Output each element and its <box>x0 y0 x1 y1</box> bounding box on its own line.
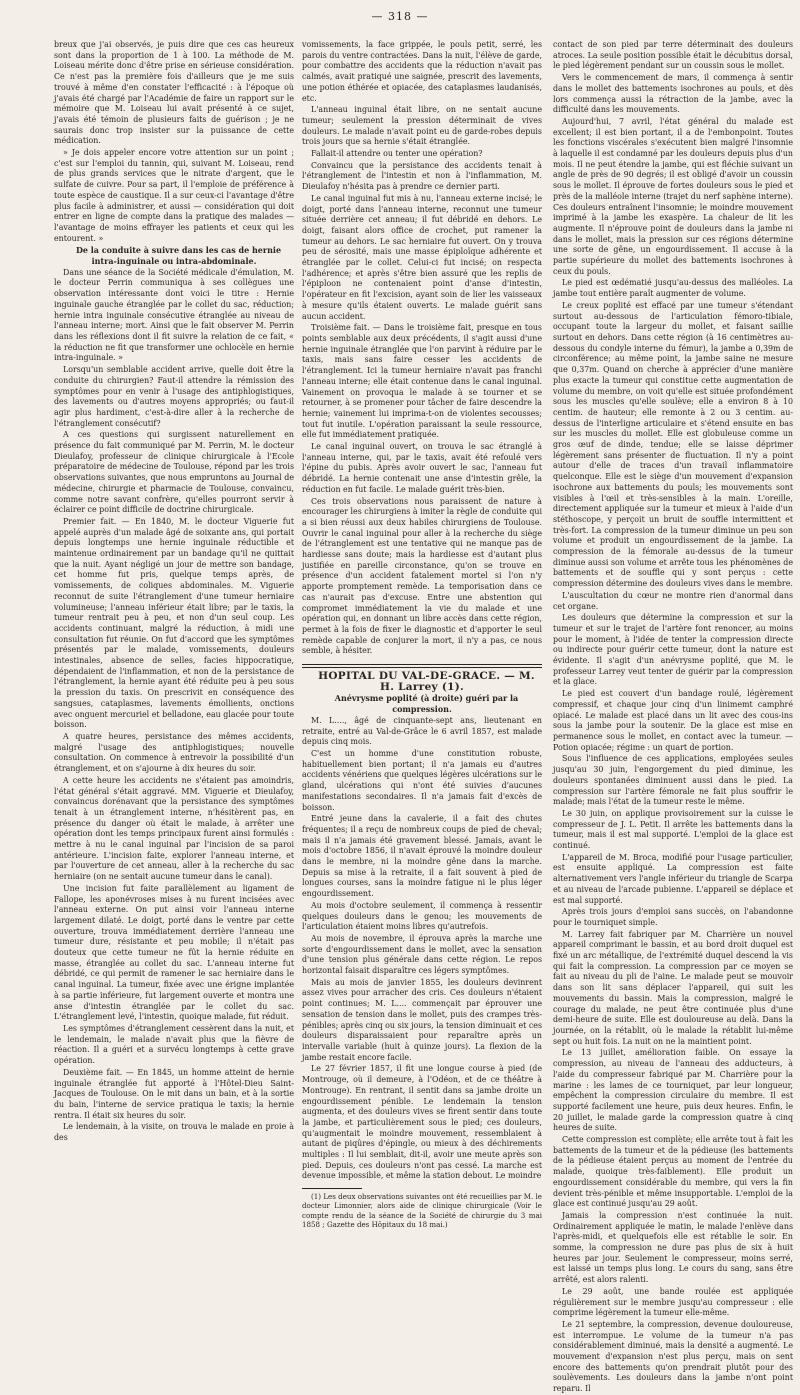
paragraph: Entré jeune dans la cavalerie, il a fait des chutes fréquentes; il a reçu de nombreux coups de pied de cheval; mais il n'a jamais été gravement blessé. Jamais, avant le mois d'octobre 1856, il n'avait éprouvé la moindre douleur dans le membre, ni la moindre gêne dans la marche. Depuis sa mise à la retraite, il a fait souvent à pied de longues courses, sans la moindre fatigue ni le plus léger engourdissement. <box>302 814 542 899</box>
paragraph: Mais au mois de janvier 1855, les douleurs devinrent assez vives pour arracher des cris. Ces douleurs n'étaient point continues; M. L.... commençait par éprouver une sensation de tension dans le mollet, puis des crampes très-pénibles; après cinq ou six jours, la tension diminuait et ces douleurs disparaissaient pour reparaître après un intervalle variable (huit à quinze jours). La flexion de la jambe restait encore facile. <box>302 977 542 1062</box>
paragraph: vomissements, la face grippée, le pouls petit, serré, les parois du ventre contractées. Dans la nuit, l'élève de garde, pour combattre des accidents que la réduction n'avait pas calmés, avait pratiqué une saignée, prescrit des lavements, une potion éthérée et opiacée, des cataplasmes laudanisés, etc. <box>302 40 542 103</box>
paragraph: Le 27 février 1857, il fit une longue course à pied (de Montrouge, où il demeure, à l'Odéon, et de ce théâtre à Montrouge). En rentrant, il sentit dans sa jambe droite un engourdissement pénible. Le lendemain la tension augmenta, et des douleurs vives se firent sentir dans toute la jambe, et particulièrement sous le pied; ces douleurs, qu'augmentait le moindre mouvement, ressemblaient à autant de piqûres d'épingle, ou mieux à des déchirements multiples : Il lui semblait, dit-il, avoir une meute après son pied. Depuis, ces douleurs n'ont pas cessé. La marche est devenue impossible, et même la station debout. Le moindre <box>302 1064 542 1181</box>
article-subtitle: Anévrysme poplité (à droite) guéri par la compression. <box>334 693 519 715</box>
paragraph: A cette heure les accidents ne s'étaient pas amoindris, l'état général s'était aggravé. MM. Viguerie et Dieulafoy, convaincus dorénavant que la persistance des symptômes tenait à un étranglement interne, n'hésitèrent pas, en présence du danger où était le malade, à arrêter une opération dont les temps principaux furent ainsi formulés : mettre à nu le canal inguinal par l'incision de sa paroi antérieure. L'incision faite, explorer l'anneau interne, et par l'ouverture de cet anneau, aller à la recherche du sac herniaire (on ne sentait aucune tumeur dans le canal). <box>54 775 294 882</box>
article-heading: HOPITAL DU VAL-DE-GRACE. — M. H. Larrey (1). <box>318 670 535 693</box>
paragraph: Deuxième fait. — En 1845, un homme atteint de hernie inguinale étranglée fut apporté à l'Hôtel-Dieu Saint-Jacques de Toulouse. On le mit dans un bain, et à la sortie du bain, l'interne de service pratiqua le taxis; la hernie rentra. Il était six heures du soir. <box>54 1067 294 1120</box>
paragraph: Le creux poplité est effacé par une tumeur s'étendant surtout au-dessous de l'articulation fémoro-tibiale, occupant toute la largeur du mollet, et faisant saillie surtout en dehors. Dans cette région (à 16 centimètres au-dessous du condyle interne du fémur), la jambe a 0,39m de circonférence; au même point, la jambe saine ne mesure que 0,37m. Quand on cherche à apprécier d'une manière plus exacte la tumeur qui constitue cette augmentation de volume du membre, on voit qu'elle est située profondément sous les muscles qu'elle soulève; elle a environ 8 à 10 centim. de hauteur; elle remonte à 2 ou 3 centim. au-dessus de l'interligne articulaire et s'étend ensuite en bas sur les muscles du mollet. Elle est globuleuse comme un gros œuf de dinde, tendue; elle se laisse déprimer légèrement sans présenter de fluctuation. Il n'y a point autour d'elle de traces d'un travail inflammatoire quelconque. Elle est le siège d'un mouvement d'expansion isochrone aux battements du pouls; les mouvements sont visibles à l'œil et très-sensibles à la main. L'oreille, directement appliquée sur la tumeur et mieux à l'aide d'un stéthoscope, y perçoit un bruit de souffle intermittent et très-fort. La compression de la tumeur diminue un peu son volume et produit un engourdissement de la jambe. La compression de la fémorale au-dessus de la tumeur diminue aussi son volume et arrête tous les phénomènes de battements et de souffle qui y sont perçus : cette compression détermine des douleurs vives dans le membre. <box>553 300 793 589</box>
paragraph: A quatre heures, persistance des mêmes accidents, malgré l'usage des antiphlogistiques; nouvelle consultation. On commence à entrevoir la possibilité d'un étranglement, et on s'ajourne à dix heures du soir. <box>54 732 294 774</box>
footnote-divider <box>302 1188 362 1189</box>
paragraph: Après trois jours d'emploi sans succès, on l'abandonne pour le tourniquet simple. <box>553 907 793 927</box>
paragraph: Troisième fait. — Dans le troisième fait, presque en tous points semblable aux deux précédents, il s'agit aussi d'une hernie inguinale étranglée que l'on parvint à réduire par le taxis, mais sans faire cesser les accidents de l'étranglement. Ici la tumeur herniaire n'avait pas franchi l'anneau interne; elle était contenue dans le canal inguinal. Vainement on provoqua le malade à se tourner et se retourner, à se promener pour tâcher de faire descendre la hernie; vainement lui imprima-t-on de violentes secousses; tout fut inutile. L'opération paraissant la seule ressource, elle fut immédiatement pratiquée. <box>302 323 542 440</box>
paragraph: » Je dois appeler encore votre attention sur un point ; c'est sur l'emploi du tannin, qui, suivant M. Loiseau, rend de plus grands services que le nitrate d'argent, que le sulfate de cuivre. Pour sa part, il l'emploie de préférence à toute espèce de caustique. Il a sur ceux-ci l'avantage d'être plus facile à administrer, et aussi — considération qui doit entrer en ligne de compte dans la pratique des malades — l'avantage de moins effrayer les patients et ceux qui les entourent. » <box>54 148 294 243</box>
paragraph: Cette compression est complète; elle arrête tout à fait les battements de la tumeur et de la pédieuse (les battements de la pédieuse étaient perçus au moment de l'entrée du malade, quoique très-faiblement). Elle produit un engourdissement considérable du membre, qui vers la fin devient très-pénible et même insupportable. L'emploi de la glace est continué jusqu'au 29 août. <box>553 1135 793 1209</box>
column-left <box>54 40 294 1180</box>
section-divider <box>302 664 542 668</box>
paragraph: Aujourd'hui, 7 avril, l'état général du malade est excellent; il est bien portant, il a de l'embonpoint. Toutes les fonctions viscérales s'exécutent bien malgré l'insomnie à laquelle il est condamné par les douleurs depuis plus d'un mois. Il ne peut étendre la jambe, qui est fléchie suivant un angle de près de 90 degrés; il est obligé d'avoir un coussin sous le mollet. Il éprouve de fortes douleurs sous le pied et près de la malléole interne (trajet du nerf saphène interne). Ces douleurs entraînent l'insomnie; le moindre mouvement imprimé à la jambe les exaspère. La chaleur de lit les augmente. Il n'éprouve point de douleurs dans la jambe ni dans le mollet, mais la pression sur ces régions détermine une sorte de gêne, un engourdissement. Il accuse à la partie supérieure du mollet des battements isochrones à ceux du pouls. <box>553 116 793 276</box>
paragraph: Le canal inguinal ouvert, on trouva le sac étranglé à l'anneau interne, qui, par le taxis, avait été refoulé vers l'épine du pubis. Après avoir ouvert le sac, l'anneau fut débridé. La hernie contenait une anse d'intestin grêle, la réduction en fut facile. Le malade guérit très-bien. <box>302 442 542 494</box>
paragraph: A ces questions qui surgissent naturellement en présence du fait communiqué par M. Perrin, M. le docteur Dieulafoy, professeur de clinique chirurgicale à l'Ecole préparatoire de médecine de Toulouse, répond par les trois observations suivantes, que nous empruntons au Journal de médecine, chirurgie et pharmacie de Toulouse, convaincu, comme notre savant confrère, qu'elles pourront servir à éclairer ce point difficile de doctrine chirurgicale. <box>54 430 294 515</box>
paragraph: Ces trois observations nous paraissent de nature à encourager les chirurgiens à imiter la règle de conduite qui a si bien réussi aux deux habiles chirurgiens de Toulouse. Ouvrir le canal inguinal pour aller à la recherche du siège de l'étranglement est une tentative qui ne manque pas de hardiesse sans doute; mais la hardiesse est d'autant plus justifiée en pareille circonstance, qu'on se trouve en présence d'un accident fatalement mortel si l'on n'y apporte promptement remède. La temporisation dans ce cas n'aurait pas d'excuse. Entre une abstention qui compromet immédiatement la vie du malade et une opération qui, en donnant un libre accès dans cette région, permet à la fois de fixer le diagnostic et d'apporter le seul remède capable de conjurer la mort, il n'y a pas, ce nous semble, à hésiter. <box>302 496 542 656</box>
paragraph: Le 21 septembre, la compression, devenue douloureuse, est interrompue. Le volume de la tumeur n'a pas considérablement diminué, mais la densité a augmenté. Le mouvement d'expansion n'est plus perçu, mais on sent encore des battements qu'on prendrait plutôt pour des soulèvements. Les douleurs dans la jambe n'ont point reparu. Il <box>553 1319 793 1394</box>
footnote: (1) Les deux observations suivantes ont été recueillies par M. le docteur Limonnier, alors aide de clinique chirurgicale (Voir le compte rendu de la séance de la Société de chirurgie du 3 mai 1858 ; Gazette des Hôpitaux du 18 mai.) <box>302 1192 542 1229</box>
paragraph: Le 13 juillet, amélioration faible. On essaye la compression, au niveau de l'anneau des adducteurs, à l'aide du compresseur fabriqué par M. Charrière pour la marine : les lames de ce tourniquet, par leur longueur, empêchent la compression circulaire du membre. Il est supporté facilement une heure, puis deux heures. Enfin, le 20 juillet, le malade garde la compression quatre à cinq heures de suite. <box>553 1048 793 1133</box>
paragraph: L'appareil de M. Broca, modifié pour l'usage particulier, est ensuite appliqué. La compression est faite alternativement vers l'angle inférieur du triangle de Scarpa et au niveau de l'arcade pubienne. L'appareil se déplace et est mal supporté. <box>553 852 793 905</box>
paragraph: Lorsqu'un semblable accident arrive, quelle doit être la conduite du chirurgien? Faut-il attendre la rémission des symptômes pour en venir à l'usage des antiphlogistiques, des lavements ou d'autres moyens appropriés; ou faut-il agir plus hardiment, c'est-à-dire aller à la recherche de l'étranglement consécutif? <box>54 365 294 428</box>
paragraph: contact de son pied par terre déterminait des douleurs atroces. La seule position possible était le décubitus dorsal, le pied légèrement pendant sur un coussin sous le mollet. <box>553 40 793 71</box>
paragraph: Vers le commencement de mars, il commença à sentir dans le mollet des battements isochrones au pouls, et dès lors commença aussi la rétraction de la jambe, avec la difficulté dans les mouvements. <box>553 73 793 115</box>
column-right <box>553 40 793 1394</box>
paragraph: Convaincu que la persistance des accidents tenait à l'étranglement de l'intestin et non à l'inflammation, M. Dieulafoy n'hésita pas à prendre ce dernier parti. <box>302 160 542 192</box>
section-heading: De la conduite à suivre dans les cas de hernie intra-inguinale ou intra-abdominale. <box>75 245 282 267</box>
paragraph: Le canal inguinal fut mis à nu, l'anneau externe incisé; le doigt, porté dans l'anneau interne, reconnut une tumeur située derrière cet anneau; il fut débridé en dehors. Le doigt, faisant alors office de crochet, put ramener la tumeur au dehors. Le sac herniaire fut ouvert. On y trouva peu de sérosité, mais une masse épiploïque adhérente et étranglée par le collet. Celui-ci fut incisé; on respecta l'adhérence; et après s'être bien assuré que les replis de l'épiploon ne contenaient point d'anse d'intestin, l'opérateur en fit l'excision, ayant soin de lier les vaisseaux à mesure qu'ils étaient ouverts. Le malade guérit sans aucun accident. <box>302 193 542 321</box>
paragraph: Sous l'influence de ces applications, employées seules jusqu'au 30 juin, l'engorgement du pied diminue, les douleurs spontanées diminuent aussi dans le pied. La compression sur l'artère fémorale ne fait plus souffrir le malade; mais l'état de la tumeur reste le même. <box>553 754 793 807</box>
paragraph: Au mois de novembre, il éprouva après la marche une sorte d'engourdissement dans le mollet, avec la sensation d'une tension plus générale dans cette région. Le repos horizontal faisait disparaître ces légers symptômes. <box>302 933 542 976</box>
paragraph: Les symptômes d'étranglement cessèrent dans la nuit, et le lendemain, le malade n'avait plus que la fièvre de réaction. Il a guéri et a survécu longtemps à cette grave opération. <box>54 1023 294 1066</box>
paragraph: C'est un homme d'une constitution robuste, habituellement bien portant; il n'a jamais eu d'autres accidents vénériens que quelques légères ulcérations sur le gland, ulcérations qui n'ont été suivies d'aucunes manifestations secondaires. Il n'a jamais fait d'excès de boisson. <box>302 749 542 812</box>
paragraph: Le 30 juin, on applique provisoirement sur la cuisse le compresseur de J. L. Petit. Il arrête les battements dans la tumeur, mais il est mal supporté. L'emploi de la glace est continué. <box>553 808 793 851</box>
page-number: — 318 — <box>371 10 429 23</box>
paragraph: Fallait-il attendre ou tenter une opération? <box>311 149 483 159</box>
paragraph: Les douleurs que détermine la compression et sur la tumeur et sur le trajet de l'artère font renoncer, au moins pour le moment, à l'idée de tenter la compression directe ou indirecte pour guérir cette tumeur, dont la nature est évidente. Il s'agit d'un anévrysme poplité, que M. le professeur Larrey veut tenter de guérir par la compression et la glace. <box>553 613 793 687</box>
paragraph: Dans une séance de la Société médicale d'émulation, M. le docteur Perrin communiqua à ses collègues une observation intéressante dont voici le titre : Hernie inguinale gauche étranglée par le collet du sac, réduction; hernie intra inguinale consécutive étranglée au niveau de l'anneau interne; mort. Ainsi que le fait observer M. Perrin dans les réflexions dont il fit suivre la relation de ce fait, « la réduction ne fit que transformer une ochlocèle en hernie intra-inguinale. » <box>54 267 294 363</box>
paragraph: M. L...., âgé de cinquante-sept ans, lieutenant en retraite, entré au Val-de-Grâce le 6 avril 1857, est malade depuis cinq mois. <box>302 715 542 747</box>
paragraph: Une incision fut faite parallèlement au ligament de Fallope, les aponévroses mises à nu furent incisées avec l'anneau externe. On put ainsi voir l'anneau interne largement dilaté. Le doigt, porté dans le ventre par cette ouverture, trouva immédiatement derrière l'anneau une tumeur dure, résistante et peu mobile; il n'était pas douteux que cette tumeur ne fût la hernie réduite en masse, étranglée au collet du sac. L'anneau interne fut débridé, ce qui permit de ramener le sac herniaire dans le canal inguinal. La tumeur, fixée avec une érigne implantée à sa partie inférieure, fut largement ouverte et montra une anse d'intestin étranglée par le collet du sac. L'étranglement levé, l'intestin, quoique malade, fut réduit. <box>54 883 294 1022</box>
paragraph: breux que j'ai observés, je puis dire que ces cas heureux sont dans la proportion de 1 à 100. La méthode de M. Loiseau mérite donc d'être prise en sérieuse considération. Ce n'est pas la première fois d'ailleurs que je me suis trouvé à même d'en constater l'efficacité : à l'époque où j'avais été chargé par l'Académie de faire un rapport sur le mémoire que M. Loiseau lui avait présenté à ce sujet, j'avais été témoin de plusieurs faits de guérison ; je ne saurais donc trop insister sur la puissance de cette médication. <box>54 40 294 146</box>
paragraph: Jamais la compression n'est continuée la nuit. Ordinairement appliquée le matin, le malade l'enlève dans l'après-midi, et quelquefois elle est rétablie le soir. En somme, la compression ne dure pas plus de six à huit heures par jour. Seulement le compresseur, moins serré, est laissé un temps plus long. Le cours du sang, sans être arrêté, est alors ralenti. <box>553 1210 793 1285</box>
paragraph: L'auscultation du cœur ne montre rien d'anormal dans cet organe. <box>553 590 793 611</box>
paragraph: Le 29 août, une bande roulée est appliquée régulièrement sur le membre jusqu'au compresseur : elle comprime légèrement la tumeur elle-même. <box>553 1286 793 1318</box>
paragraph: Au mois d'octobre seulement, il commença à ressentir quelques douleurs dans le genou; les mouvements de l'articulation étaient moins libres qu'autrefois. <box>302 900 542 932</box>
column-middle <box>302 40 542 1229</box>
paragraph: Le pied est œdématié jusqu'au-dessus des malléoles. La jambe tout entière paraît augmenter de volume. <box>553 278 793 299</box>
paragraph: Le pied est couvert d'un bandage roulé, légèrement compressif, et chaque jour cinq d'un linimemt camphré opiacé. Le malade est placé dans un lit avec des cous-ins sous la jambe pour la soutenir. De la glace est mise en permanence sous le mollet, en contact avec la tumeur. — Potion opiacée; régime : un quart de portion. <box>553 689 793 752</box>
paragraph: Premier fait. — En 1840, M. le docteur Viguerie fut appelé auprès d'un malade âgé de soixante ans, qui portait depuis longtemps une hernie inguinale réductible et maintenue ordinairement par un bandage qu'il ne quittait que la nuit. Ayant négligé un jour de mettre son bandage, cet homme fut pris, quelque temps après, de vomissements, de coliques abdominales. M. Viguerie reconnut de suite l'étranglement d'une tumeur herniaire volumineuse; l'anneau inférieur était libre; par le taxis, la tumeur rentrait peu à peu, et non d'un seul coup. Les accidents continuant, malgré la réduction, à midi une consultation fut réunie. On fut d'accord que les symptômes présentés par le malade, vomissements, douleurs intestinales, absence de selles, facies hippocratique, dépendaient de l'inflammation, et non de la persistance de l'étranglement, la hernie ayant été réduite peu à peu sous la pression du taxis. On prescrivit en conséquence des sangsues, cataplasmes, lavements émollients, onctions avec onguent mercuriel et belladone, eau glacée pour toute boisson. <box>54 516 294 730</box>
paragraph: Le lendemain, à la visite, on trouva le malade en proie à des <box>54 1122 294 1143</box>
paragraph: M. Larrey fait fabriquer par M. Charrière un nouvel appareil comprimant le bassin, et au bord droit duquel est fixé un arc métallique, de l'extrémité duquel descend la vis qui fait la compression. La compression par ce moyen se fait au niveau du pli de l'aine. Le malade peut se mouvoir dans son lit sans déplacer l'appareil, qui suit les mouvements du bassin. Mais la compression, malgré le courage du malade, ne peut être continuée plus d'une demi-heure de suite. Elle est douloureuse au delà. Dans la journée, on la rétablit, où le malade la rétablit lui-même sept ou huit fois. La nuit on ne la maintient point. <box>553 929 793 1046</box>
paragraph: L'anneau inguinal était libre, on ne sentait aucune tumeur; seulement la pression déterminait de vives douleurs. Le malade n'avait point eu de garde-robes depuis trois jours que sa hernie s'était étranglée. <box>302 105 542 147</box>
